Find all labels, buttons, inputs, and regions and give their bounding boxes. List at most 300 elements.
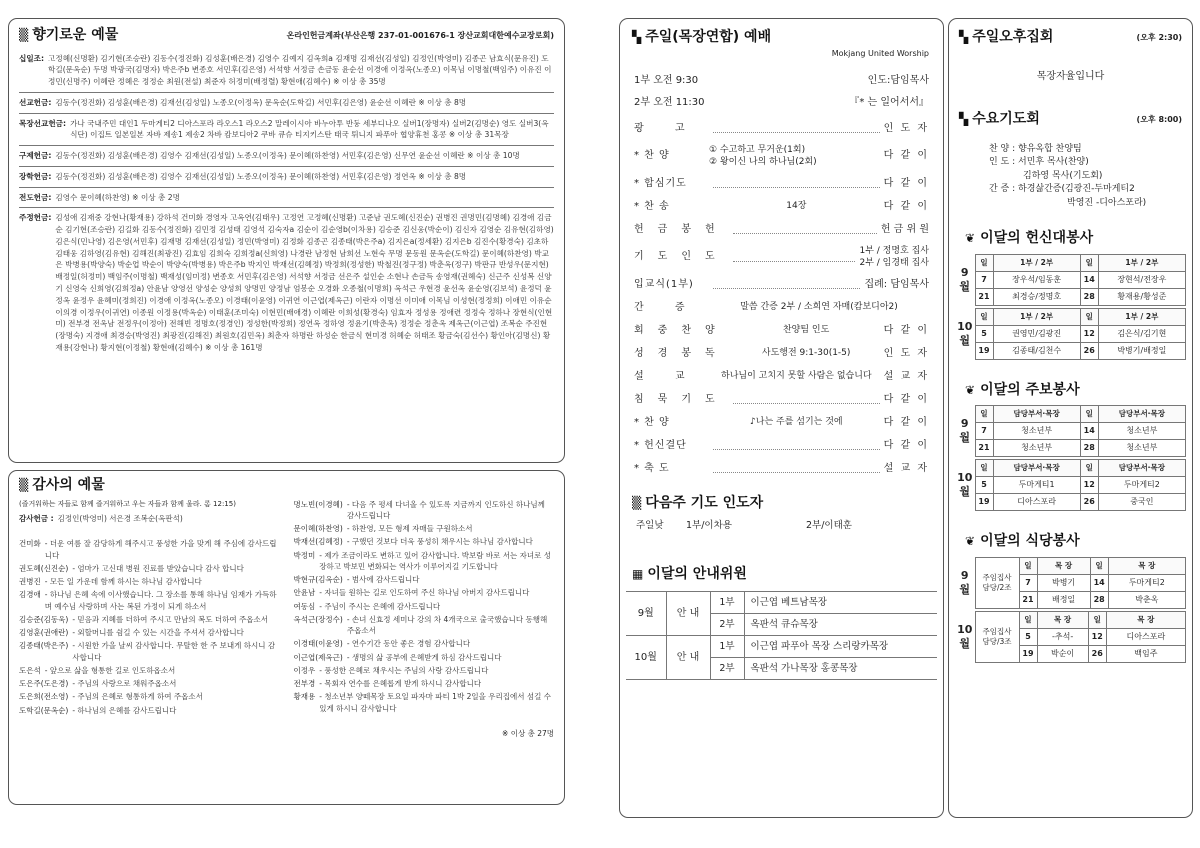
schedule-cell: 박춘옥 <box>1108 591 1185 608</box>
schedule-row <box>955 271 1186 288</box>
clover-icon: ❦ <box>965 382 976 397</box>
thanks-name: 김종태(박은주) <box>19 641 69 651</box>
right-panel <box>948 18 1193 818</box>
thanks-name: 박정미 <box>293 550 316 560</box>
offering-item <box>19 192 554 204</box>
thanks-text: - 손녀 신효정 세미나 강의 차 4개국으로 출국했습니다 동행해 주옵소서 <box>346 614 548 635</box>
thanks-name: 이경태(이윤영) <box>293 639 343 649</box>
clover-icon: ❦ <box>965 534 976 549</box>
schedule-side: 주임집사 담당/3조 <box>975 611 1019 662</box>
next-prayer-label: 주일낮 <box>636 520 664 531</box>
worship-item-leader: 다 같 이 <box>883 393 929 405</box>
thanks-entry <box>19 705 280 716</box>
schedule-cell: 두마게티1 <box>993 477 1080 494</box>
thanks-entry <box>294 652 555 663</box>
thanks-text: - 외할머니를 쉼길 수 있는 시간을 주셔서 감사합니다 <box>72 628 244 637</box>
thanks-text: - 주님의 은혜로 형통하게 하여 주옵소서 <box>72 692 203 702</box>
thanks-text: - 믿음과 지혜를 더하여 주시고 만남의 복도 더하여 주옵소서 <box>72 614 268 624</box>
worship-item-detail: ♪나는 주를 섬기는 것에 <box>750 417 843 428</box>
schedule-cell: 장현석/전장우 <box>1098 271 1185 288</box>
schedule-col: 일 <box>1080 406 1098 423</box>
offering-item <box>19 171 554 183</box>
schedule-col: 일 <box>975 254 993 271</box>
section-mark-icon: ▚ <box>632 30 641 45</box>
thanks-text: - 주님이 주시는 은혜에 감사드립니다 <box>319 601 441 611</box>
worship-item <box>626 412 937 435</box>
thanks-panel <box>8 470 565 805</box>
schedule-cell: 청소년부 <box>993 423 1080 440</box>
thanks-name: 이정우 <box>293 665 316 675</box>
schedule-col: 일 <box>1080 308 1098 325</box>
worship-order <box>626 118 937 481</box>
schedule-month: 9월 <box>959 417 971 444</box>
usher-text: 옥판석 가나목장 홍콩목장 <box>744 658 937 680</box>
stand-note: 『* 는 일어서서』 <box>849 97 929 108</box>
thanks-name: 도은석 <box>19 665 41 675</box>
thanks-name: 문이혜(하찬영) <box>293 524 343 533</box>
thanks-entry <box>294 587 555 598</box>
thanks-name: 건미화 <box>19 539 41 549</box>
schedule-cell: 7 <box>1019 574 1037 591</box>
thanks-text: - 앞으로 삶을 형통한 길로 인도하옵소서 <box>44 665 176 675</box>
schedule-col: 목 장 <box>1037 557 1090 574</box>
schedule-col: 일 <box>1080 460 1098 477</box>
divider <box>19 145 554 146</box>
schedule-side: 주임집사 담당/2조 <box>975 557 1019 608</box>
thanks-name: 도은희(전소영) <box>19 692 69 702</box>
worship-item-name: * 축 도 <box>634 462 670 474</box>
thanks-text: - 제가 조금이라도 변하고 있어 감사합니다. 박보람 바로 서는 자녀로 성장하고 박보민 변화되는 역사가 이루어지길 기도합니다 <box>319 550 552 571</box>
offering-label: 목장선교헌금: <box>19 118 67 128</box>
schedule-cell: 21 <box>1019 591 1037 608</box>
thanks-entry <box>294 691 555 714</box>
schedule-cell: 두마게티2 <box>1108 574 1185 591</box>
worship-item-leader: 다 같 이 <box>883 439 929 451</box>
schedule-col: 1부 / 2부 <box>1098 254 1185 271</box>
schedule-cell: 28 <box>1090 591 1108 608</box>
worship-item-name: 회중찬양 <box>634 324 729 336</box>
worship-item-name: 입교식(1부) <box>634 278 694 290</box>
kitchen-title: ❦ 이달의 식당봉사 <box>965 533 1080 549</box>
offering-names: 고정혜(신명환) 김기현(조승란) 김동수(정진화) 김성훈(배은경) 김영수 김예지 김옥희a 김재명 김재선(김성일) 김정인(박영미) 김종곤 남효식(문유진) 도학길(문옥순) 두명 박광국(김명자) 박은주b 변종호 서민후(김은영) 서석향 서정금 손금동 윤순선 이경애 이정옥(노종오) 이목님 이명철(백임주) 이유진 이정민(신명주) 이혜란 정혜은 정정순 최원(전설) 최준자 허정미(배정렬) 황현애(김혜수) ※ 이상 총 35명 <box>48 53 552 87</box>
thanks-text: - 연수기간 동안 좋은 경험 감사합니다 <box>346 639 471 649</box>
schedule-cell: 28 <box>1080 440 1098 457</box>
wednesday-line: 김하영 목사(기도회) <box>1023 170 1103 181</box>
schedule-cell: 백임주 <box>1106 645 1185 662</box>
thanks-entry <box>294 678 555 689</box>
worship-item <box>626 118 937 141</box>
thanks-entry <box>294 601 555 612</box>
ushers-title: ▦ 이달의 안내위원 <box>632 565 747 582</box>
schedule-cell: 박병기 <box>1037 574 1090 591</box>
offering-label: 전도헌금: <box>19 192 52 202</box>
worship-item-detail: 하나님이 고치지 못할 사람은 없습니다 <box>721 371 872 382</box>
thanks-entry <box>294 614 555 637</box>
schedule-col: 1부 / 2부 <box>993 308 1080 325</box>
offering-item <box>19 212 554 353</box>
worship-item-name: 기도인도 <box>634 251 729 263</box>
thanks-entry <box>294 574 555 585</box>
thanks-text: - 주님의 사랑으로 채워주옵소서 <box>72 679 177 688</box>
schedule-cell: 7 <box>975 271 993 288</box>
schedule-cell: 최경승/정명호 <box>993 288 1080 305</box>
divider <box>19 207 554 208</box>
schedule-col: 담당부서·목장 <box>1098 460 1185 477</box>
bulletin-schedule <box>955 382 1186 512</box>
worship-item-name: * 찬 송 <box>634 200 670 212</box>
service-first: 1부 오전 9:30 <box>634 74 699 86</box>
thanks-entry <box>19 678 280 689</box>
schedule-cell: 5 <box>975 325 993 342</box>
kitchen-month-table <box>955 557 1186 609</box>
schedule-col: 담당부서·목장 <box>993 406 1080 423</box>
thanks-entry <box>294 665 555 676</box>
usher-text: 이근엽 파푸아 목장 스리랑카목장 <box>744 636 937 658</box>
section-mark-icon: ▒ <box>19 28 28 43</box>
worship-item-detail: ① 수고하고 무거운(1회) ② 왕이신 나의 하나님(2회) <box>709 145 817 167</box>
next-prayer-second: 2부/이태훈 <box>806 520 852 531</box>
thanks-text: - 하나님 은혜 속에 이사했습니다. 그 장소를 통해 하나님 임재가 가득하며 예수님 사랑하며 사는 복된 가정이 되게 하소서 <box>44 590 277 611</box>
wednesday-line: 인 도 : 서민후 목사(찬양) <box>989 157 1089 167</box>
worship-item-name: * 헌신결단 <box>634 439 687 451</box>
schedule-cell: 디아스포라 <box>993 494 1080 511</box>
leader-dots <box>733 226 877 234</box>
worship-item-leader: 다 같 이 <box>883 150 929 162</box>
dedication-title: ❦ 이달의 헌신대봉사 <box>965 230 1094 246</box>
schedule-cell: 배정일 <box>1037 591 1090 608</box>
schedule-cell: 장우석/임동훈 <box>993 271 1080 288</box>
schedule-col: 일 <box>1019 611 1037 628</box>
wednesday-line: 간 증 : 하경삶간증(김광진-두마게티2 <box>989 184 1135 194</box>
schedule-cell: 중국인 <box>1098 494 1185 511</box>
bulletin-month-table <box>955 405 1186 457</box>
thanks-entry <box>19 576 280 587</box>
schedule-month: 10월 <box>957 471 973 498</box>
schedule-month: 10월 <box>957 319 973 347</box>
schedule-cell: 황재용/황성준 <box>1098 288 1185 305</box>
thanks-entry <box>294 536 555 547</box>
worship-item <box>626 320 937 343</box>
divider <box>19 92 554 93</box>
usher-part: 1부 <box>710 592 744 614</box>
offering-item <box>19 150 554 162</box>
thanks-entry <box>294 638 555 649</box>
thanks-left-list <box>19 538 280 716</box>
thanks-entry <box>19 665 280 676</box>
worship-item <box>626 196 937 219</box>
thanks-gift: 감사헌금 : 김정인(박영미) 서은경 조복순(옥판석) <box>19 514 183 523</box>
schedule-col: 목 장 <box>1037 611 1088 628</box>
leader-dots <box>713 125 880 133</box>
offering-label: 구제헌금: <box>19 151 52 161</box>
worship-item-leader: 헌 금 위 원 <box>880 223 929 235</box>
schedule-row <box>955 423 1186 440</box>
schedule-row <box>955 477 1186 494</box>
offering-item <box>19 97 554 109</box>
schedule-header <box>955 557 1186 574</box>
worship-leader: 인도:담임목사 <box>867 74 929 86</box>
worship-item-leader: 다 같 이 <box>883 177 929 189</box>
divider <box>19 166 554 167</box>
usher-text: 옥판석 큐슈목장 <box>744 614 937 636</box>
offering-list <box>19 53 554 354</box>
schedule-col: 일 <box>1019 557 1037 574</box>
kitchen-schedule <box>955 533 1186 663</box>
leader-dots <box>713 465 880 473</box>
schedule-col: 담당부서·목장 <box>1098 406 1185 423</box>
thanks-entry <box>294 523 555 534</box>
worship-item <box>626 297 937 320</box>
worship-item <box>626 366 937 389</box>
offering-names: 가나 국내주민 대인1 두마게티2 디아스포라 라오스1 라오스2 말레이시아 바누아투 반둥 세부디나오 실버1(장명자) 실버2(김명순) 영도 실버3(옥식단) 이집트 일본일본 자바 제송1 제송2 차바 캄보디아2 쿠바 큐슈 티지키스탄 태국 튀니지 파푸아 협양휴천 홍콩 ※ 이상 총 31목장 <box>70 118 549 140</box>
schedule-header <box>955 308 1186 325</box>
afternoon-title: ▚ 주일오후집회 <box>959 29 1054 45</box>
thanks-total: ※ 이상 총 27명 <box>502 728 554 738</box>
thanks-entry <box>294 550 555 573</box>
worship-item-detail: 찬양팀 인도 <box>782 325 830 336</box>
schedule-cell: -추석- <box>1037 628 1088 645</box>
divider <box>19 113 554 114</box>
bulletin-title: ❦ 이달의 주보봉사 <box>965 381 1080 398</box>
thanks-name: 권도혜(신진순) <box>19 563 69 573</box>
thanks-name: 이근엽(제옥근) <box>293 652 343 662</box>
divider <box>19 187 554 188</box>
thanks-name: 전부경 <box>293 679 316 688</box>
schedule-cell: 청소년부 <box>1098 423 1185 440</box>
offering-title: ▒ 향기로운 예물 <box>19 27 119 43</box>
thanks-entry <box>19 614 280 625</box>
schedule-cell: 26 <box>1080 494 1098 511</box>
worship-item-leader: 인 도 자 <box>883 122 929 134</box>
usher-role: 안 내 <box>666 592 710 636</box>
thanks-name: 김영훈(권애란) <box>19 628 69 637</box>
usher-month: 9월 <box>626 592 666 636</box>
schedule-row <box>955 325 1186 342</box>
thanks-entry <box>19 589 280 612</box>
schedule-col: 일 <box>1080 254 1098 271</box>
offering-names: 김영수 문이혜(하찬영) ※ 이상 총 2명 <box>55 192 180 202</box>
worship-item-leader: 1부 / 정명호 집사 2부 / 임경태 집사 <box>859 246 929 268</box>
thanks-name: 명노빈(이경혜) <box>293 499 343 509</box>
dedication-schedule <box>955 230 1186 360</box>
thanks-text: - 하찬영, 모든 형제 자매들 구원하소서 <box>346 524 473 533</box>
thanks-name: 도은주(도은경) <box>19 679 69 688</box>
schedule-cell: 19 <box>975 342 993 359</box>
wednesday-time: (오후 8:00) <box>1136 114 1182 124</box>
schedule-cell: 청소년부 <box>993 440 1080 457</box>
worship-item-leader: 다 같 이 <box>883 416 929 428</box>
schedule-cell: 28 <box>1080 288 1098 305</box>
schedule-cell: 14 <box>1080 423 1098 440</box>
worship-item <box>626 458 937 481</box>
schedule-cell: 12 <box>1088 628 1106 645</box>
thanks-entry <box>294 499 555 522</box>
usher-month: 10월 <box>626 636 666 680</box>
dedication-month-table <box>955 308 1186 360</box>
leader-dots <box>713 180 880 188</box>
thanks-text: - 엄마가 고신대 병원 진료를 받았습니다 감사 합니다 <box>72 563 244 573</box>
schedule-cell: 26 <box>1080 342 1098 359</box>
worship-item-detail: 14장 <box>786 201 807 212</box>
section-mark-icon: ▚ <box>959 112 968 127</box>
offering-label: 십일조: <box>19 53 45 63</box>
schedule-cell: 두마게티2 <box>1098 477 1185 494</box>
schedule-cell: 김종태/김천수 <box>993 342 1080 359</box>
schedule-header <box>955 254 1186 271</box>
schedule-header <box>955 406 1186 423</box>
worship-item <box>626 242 937 274</box>
thanks-entry <box>19 640 280 663</box>
worship-item <box>626 389 937 412</box>
offering-label: 장학헌금: <box>19 171 52 181</box>
schedule-col: 일 <box>975 460 993 477</box>
schedule-col: 목 장 <box>1108 557 1185 574</box>
worship-item-leader: 인 도 자 <box>883 347 929 359</box>
schedule-header <box>955 611 1186 628</box>
schedule-cell: 5 <box>1019 628 1037 645</box>
worship-item-name: * 찬 양 <box>634 150 670 162</box>
worship-item <box>626 274 937 297</box>
kitchen-month-table <box>955 611 1186 663</box>
worship-subtitle: Mokjang United Worship <box>831 48 929 58</box>
schedule-row <box>955 494 1186 511</box>
offering-item <box>19 53 554 88</box>
thanks-name: 도학길(문옥순) <box>19 705 69 715</box>
worship-item-detail: 말씀 간증 2부 / 소희연 자매(캄보디아2) <box>740 302 898 313</box>
schedule-cell: 7 <box>975 423 993 440</box>
schedule-col: 1부 / 2부 <box>1098 308 1185 325</box>
thanks-text: - 생명의 삶 공부에 은혜받게 하심 감사드립니다 <box>346 652 502 662</box>
worship-item-leader: 다 같 이 <box>883 200 929 212</box>
thanks-name: 여동심 <box>293 601 316 611</box>
schedule-cell: 26 <box>1088 645 1106 662</box>
afternoon-time: (오후 2:30) <box>1136 32 1182 42</box>
section-mark-icon: ▒ <box>19 478 28 493</box>
schedule-month: 10월 <box>957 622 973 650</box>
worship-item <box>626 141 937 173</box>
schedule-cell: 박병기/배정일 <box>1098 342 1185 359</box>
schedule-col: 1부 / 2부 <box>993 254 1080 271</box>
thanks-text: - 목회자 연수를 은혜롭게 받게 하시니 감사합니다 <box>319 679 482 688</box>
thanks-name: 황재용 <box>293 692 316 702</box>
usher-part: 1부 <box>710 636 744 658</box>
worship-panel <box>619 18 944 818</box>
bulletin-month-table <box>955 459 1186 511</box>
thanks-entry <box>19 538 280 561</box>
thanks-text: - 청소년부 양떼목장 토요일 파자마 파티 1박 2일을 우리집에서 섬길 수 있게 하시니 감사합니다 <box>319 692 551 713</box>
worship-item <box>626 343 937 366</box>
ushers-table <box>626 591 937 680</box>
dedication-month-table <box>955 254 1186 306</box>
thanks-text: - 다음 주 평세 다녀올 수 있도록 지금까지 인도하신 하나님께 감사드립니다 <box>346 499 545 520</box>
thanks-name: 옥석근(장정수) <box>293 614 343 624</box>
offering-names: 김동수(정진화) 김성훈(배은경) 김재선(김성일) 노종오(이정옥) 문옥순(도학길) 서민후(김은영) 윤순선 이혜란 ※ 이상 총 8명 <box>55 97 467 107</box>
schedule-row <box>955 440 1186 457</box>
worship-item-leader: 설 교 자 <box>883 370 929 382</box>
clover-icon: ❦ <box>965 231 976 246</box>
afternoon-text: 목장자율입니다 <box>1036 70 1105 82</box>
offering-label: 주정헌금: <box>19 213 52 223</box>
worship-item <box>626 435 937 458</box>
schedule-cell: 14 <box>1090 574 1108 591</box>
thanks-text: - 하나님의 은혜를 감사드립니다 <box>72 705 177 715</box>
thanks-name: 권병진 <box>19 577 41 586</box>
schedule-cell: 12 <box>1080 477 1098 494</box>
schedule-cell: 박순이 <box>1037 645 1088 662</box>
schedule-month: 9월 <box>959 568 971 596</box>
worship-title: ▚ 주일(목장연합) 예배 <box>632 29 772 45</box>
thanks-entry <box>19 563 280 574</box>
thanks-text: - 범사에 감사드립니다 <box>346 575 420 584</box>
offering-item <box>19 118 554 142</box>
leader-dots <box>713 442 880 450</box>
schedule-col: 목 장 <box>1106 611 1185 628</box>
schedule-cell: 5 <box>975 477 993 494</box>
schedule-cell: 권영민/김광진 <box>993 325 1080 342</box>
usher-text: 이근엽 베트남목장 <box>744 592 937 614</box>
thanks-name: 안윤남 <box>293 588 316 598</box>
worship-item-name: 간 증 <box>634 301 699 313</box>
worship-item-leader: 집례: 담임목사 <box>864 278 929 290</box>
schedule-row <box>955 288 1186 305</box>
schedule-col: 일 <box>975 406 993 423</box>
worship-item-name: 광 고 <box>634 122 699 134</box>
schedule-cell: 19 <box>1019 645 1037 662</box>
leader-dots <box>733 254 856 262</box>
service-second: 2부 오전 11:30 <box>634 97 705 108</box>
worship-item-name: 설 교 <box>634 370 699 382</box>
usher-row <box>626 636 937 658</box>
thanks-name: 박현규(김옥순) <box>293 575 343 584</box>
worship-item-name: 헌금봉헌 <box>634 223 729 235</box>
thanks-verse: (즐거워하는 자들로 함께 즐거워하고 우는 자들과 함께 울라. 롬 12:15) <box>19 499 236 508</box>
schedule-col: 담당부서·목장 <box>993 460 1080 477</box>
offering-panel <box>8 18 565 463</box>
online-account: 온라인헌금계좌(부산은행 237-01-001676-1 장산교회대한예수교장로회) <box>286 30 554 40</box>
schedule-cell: 19 <box>975 494 993 511</box>
thanks-name: 김경애 <box>19 590 41 600</box>
worship-item <box>626 219 937 242</box>
offering-names: 김성애 김재중 강현나(황재용) 강하석 건미화 경영자 고옥연(김태우) 고정연 고정혜(신명환) 고준남 권도혜(신진순) 권병진 권명민(김명혜) 김경애 김금순 김기현(조승란) 김길화 김동수(정진화) 김민정 김성태 김영석 김숙자a 김순이 김순영b(이차용) 김승준 김신웅(박순이) 김신자 김영순 김유현(김하영) 김은식(민나영) 김은영(서민후) 김재명 김재선(김성일) 정민(박영미) 김정화 김종곤 김종태(박은주a) 김지은a(정세환) 김지은b 김진수(황경숙) 김초하 김태웅 김하영(김유현) 김해진(최광진) 김효임 김희숙 김희정a(신희영) 나경란 남정현 남희선 노현숙 무명 문동원 문옥순(도학길) 문이혜(하찬영) 박교은 박병용(박양숙) 박순업 박순이 박양숙(박병용) 박은주b 박지인 박재선(김혜정) 박정희(정성한) 박철진(정구정) 박춘옥(정구) 박판규 반성우(문지현) 배정일(허정미) 백임주(이명철) 백재성(임미정) 변종호 서민후(김은영) 서석향 서정금 선은주 설인순 소현나 손금득 송영재(권혜숙) 신근주 신성복 신양기 신영숙 신희영(김희정a) 안윤남 양영선 양성순 양성희 양명민 양정남 엄봉순 오경화 오종철(이명희) 옥석근 우현경 윤선옥 윤순영(김보석) 윤정덕 윤정옥 윤정우 윤혜미(정희진) 이경애 이정옥(노종오) 이경태(이윤영) 이귀연 이근엽(제옥근) 이란자 이명선 이미애 이목님 이성현(정정희) 이애민 이유순 이의경 이정우(이귀연) 이종원 이정용(박옥순) 이태훈(조미숙) 이현민(배애경) 이혜란 이희성(황경숙) 임효자 정성용 정애련 정정숙 정하나 장현식(인현미) 전부경 전옥남 전정우(이정아) 전해빈 정명호(정경인) 정성한(박정희) 정연옥 정하영 정윤기(박춘옥) 정정순 정춘옥 제옥근(이근엽) 조복순 주진현(장명숙) 지경애 최경승(박영진) 최광진(김해진) 최원호(김민옥) 최춘자 하명란 하성순 한금식 현미경 허혜순 허태조 황금숙(김선수) 황인아(김명신) 황재용(강현나) 황지현(이정철) 황현애(김혜수) ※ 이상 총 161명 <box>55 213 554 352</box>
usher-part: 2부 <box>710 658 744 680</box>
thanks-text: - 모든 일 가운데 함께 하시는 하나님 감사합니다 <box>44 577 202 586</box>
schedule-cell: 21 <box>975 288 993 305</box>
worship-item <box>626 173 937 196</box>
schedule-cell: 14 <box>1080 271 1098 288</box>
offering-names: 김동수(정진화) 김성훈(배은경) 김영수 김재선(김성일) 노종오(이정옥) 문이혜(하찬영) 서민후(김은영) 정연옥 ※ 이상 총 8명 <box>55 171 467 181</box>
worship-item-name: * 찬 양 <box>634 416 670 428</box>
schedule-month: 9월 <box>959 265 971 293</box>
section-mark-icon: ▚ <box>959 30 968 45</box>
worship-item-leader: 설 교 자 <box>883 462 929 474</box>
schedule-cell: 디아스포라 <box>1106 628 1185 645</box>
next-prayer-first: 1부/이차용 <box>686 520 732 531</box>
thanks-text: - 더운 여름 잘 감당하게 해주시고 풍성한 가을 맞게 해 주심에 감사드립니다 <box>44 539 277 560</box>
thanks-right-list <box>294 499 555 714</box>
thanks-title: ▒ 감사의 예물 <box>19 477 105 493</box>
schedule-cell: 청소년부 <box>1098 440 1185 457</box>
thanks-entry <box>19 691 280 702</box>
schedule-col: 일 <box>975 308 993 325</box>
schedule-row <box>955 342 1186 359</box>
thanks-text: - 시원한 가을 날씨 감사합니다. 무탈한 한 주 보내게 하시니 감사합니다 <box>72 641 276 662</box>
schedule-cell: 김은식/김기현 <box>1098 325 1185 342</box>
offering-label: 선교헌금: <box>19 97 52 107</box>
worship-item-detail: 사도행전 9:1-30(1-5) <box>761 348 851 359</box>
thanks-text: - 구했던 것보다 더욱 풍성히 채우시는 하나님 감사합니다 <box>346 537 533 547</box>
worship-item-name: 침묵기도 <box>634 393 729 405</box>
offering-names: 김동수(정진화) 김성훈(배은경) 김영수 김재선(김성일) 노종오(이정옥) 문이혜(하찬영) 서민후(김은영) 신무연 윤순선 이혜란 ※ 이상 총 10명 <box>55 151 520 161</box>
